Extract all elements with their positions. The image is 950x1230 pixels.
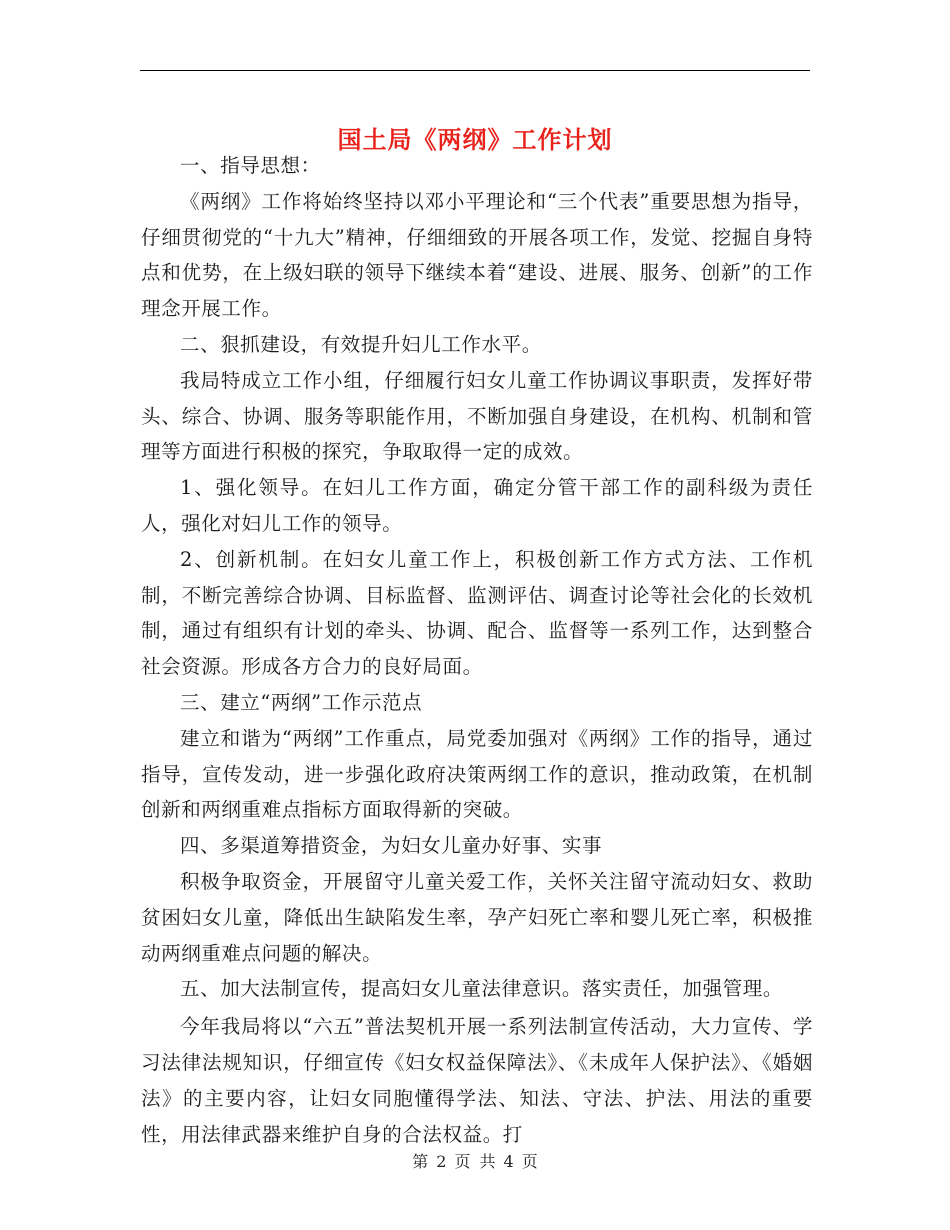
footer-total-pages: 4 xyxy=(503,1152,514,1171)
paragraph-legal-publicity: 今年我局将以“六五”普法契机开展一系列法制宣传活动，大力宣传、学习法律法规知识，仔细宣传《妇女权益保障法》、《未成年人保护法》、《婚姻法》的主要内容，让妇女同胞懂得学法、知法、守法、护法、用法的重要性，用法律武器来维护自身的合法权益。打 xyxy=(141,1015,813,1146)
footer-page-number: 2 xyxy=(436,1152,447,1171)
heading-construction: 二、狠抓建设，有效提升妇儿工作水平。 xyxy=(180,332,542,356)
footer-prefix: 第 xyxy=(412,1152,429,1171)
page-footer xyxy=(0,1150,950,1174)
footer-middle: 页 共 xyxy=(454,1152,496,1171)
heading-legal-publicity: 五、加大法制宣传，提高妇女儿童法律意识。落实责任，加强管理。 xyxy=(180,977,784,1001)
heading-demonstration: 三、建立“两纲”工作示范点 xyxy=(180,690,423,714)
document-title: 国土局《两纲》工作计划 xyxy=(337,125,613,155)
document-body xyxy=(141,148,813,1152)
footer-suffix: 页 xyxy=(521,1152,538,1171)
paragraph-leadership: 1、强化领导。在妇儿工作方面，确定分管干部工作的副科级为责任人，强化对妇儿工作的领导。 xyxy=(141,476,813,535)
heading-funding: 四、多渠道筹措资金，为妇女儿童办好事、实事 xyxy=(180,834,603,858)
paragraph-guiding-thought: 《两纲》工作将始终坚持以邓小平理论和“三个代表”重要思想为指导，仔细贯彻党的“十九大”精神，仔细细致的开展各项工作，发觉、挖掘自身特点和优势，在上级妇联的领导下继续本着“建设、进展、服务、创新”的工作理念开展工作。 xyxy=(141,189,813,321)
paragraph-demonstration: 建立和谐为“两纲”工作重点，局党委加强对《两纲》工作的指导，通过指导，宣传发动，进一步强化政府决策两纲工作的意识，推动政策，在机制创新和两纲重难点指标方面取得新的突破。 xyxy=(141,726,813,822)
paragraph-construction: 我局特成立工作小组，仔细履行妇女儿童工作协调议事职责，发挥好带头、综合、协调、服务等职能作用，不断加强自身建设，在机构、机制和管理等方面进行积极的探究，争取取得一定的成效。 xyxy=(141,368,813,464)
paragraph-mechanism: 2、创新机制。在妇女儿童工作上，积极创新工作方式方法、工作机制，不断完善综合协调、目标监督、监测评估、调查讨论等社会化的长效机制，通过有组织有计划的牵头、协调、配合、监督等一系列工作，达到整合社会资源。形成各方合力的良好局面。 xyxy=(141,547,813,679)
paragraph-funding: 积极争取资金，开展留守儿童关爱工作，关怀关注留守流动妇女、救助贫困妇女儿童，降低出生缺陷发生率，孕产妇死亡率和婴儿死亡率，积极推动两纲重难点问题的解决。 xyxy=(141,869,813,965)
heading-guiding-thought: 一、指导思想： xyxy=(180,154,321,177)
header-rule xyxy=(140,70,810,71)
